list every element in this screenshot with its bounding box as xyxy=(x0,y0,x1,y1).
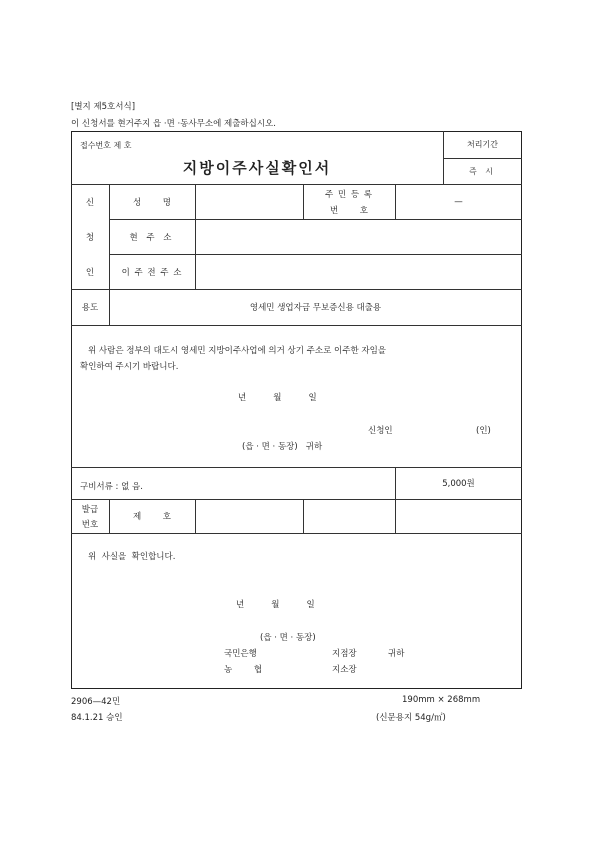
request-addressee: (읍 · 면 · 동장) 귀하 xyxy=(242,442,323,452)
current-address-field[interactable] xyxy=(196,220,521,253)
request-text-line2: 확인하여 주시기 바랍니다. xyxy=(80,362,179,372)
issue-field-3[interactable] xyxy=(396,500,521,532)
paper-size: 190mm × 268mm xyxy=(402,695,481,705)
form-number: [별지 제5호서식] xyxy=(71,102,136,112)
rrn-label xyxy=(303,184,395,219)
form-code: 2906—42민 xyxy=(71,697,121,707)
applicant-side-label: 신 xyxy=(85,197,95,208)
request-date: 년 월 일 xyxy=(238,393,317,403)
fee-amount: 5,000원 xyxy=(442,479,475,489)
submission-instruction: 이 신청서를 현거주지 읍 ·면 ·동사무소에 제출하십시오. xyxy=(71,119,276,129)
rrn-label-line2: 번 호 xyxy=(329,206,369,216)
processing-period-label: 처리기간 xyxy=(467,140,498,149)
issue-number-label-line1: 발급 xyxy=(81,505,99,515)
current-address-label: 현 주 소 xyxy=(129,232,175,243)
name-field[interactable] xyxy=(196,185,302,218)
issue-number-label-line2: 번호 xyxy=(81,520,99,530)
required-documents: 구비서류 : 없 음. xyxy=(80,482,143,492)
approval-date: 84.1.21 승인 xyxy=(71,713,123,723)
confirmation-text: 위 사실을 확인합니다. xyxy=(88,552,176,562)
rule xyxy=(71,325,522,326)
bank2-title: 지소장 xyxy=(332,665,357,675)
bank2-name: 농 협 xyxy=(224,665,263,675)
receipt-number-label: 접수번호 제 호 xyxy=(80,141,132,150)
purpose-value: 영세민 생업자금 무보증신용 대출용 xyxy=(249,303,382,313)
rule xyxy=(71,533,522,534)
issue-field-2[interactable] xyxy=(304,500,394,532)
paper-type: (신문용지 54g/㎡) xyxy=(376,713,446,723)
previous-address-field[interactable] xyxy=(196,255,521,288)
bank1-title: 지점장 xyxy=(332,649,357,659)
request-text-line1: 위 사람은 정부의 대도시 영세민 지방이주사업에 의거 상기 주소로 이주한 자임을 xyxy=(88,346,386,356)
seal-mark: (인) xyxy=(476,426,491,436)
bank1-name: 국민은행 xyxy=(224,649,257,659)
applicant-signature-label: 신청인 xyxy=(368,426,393,436)
processing-period-value: 즉 시 xyxy=(469,166,496,176)
rrn-label-line1: 주 민 등 록 xyxy=(325,190,373,200)
previous-address-label: 이 주 전 주 소 xyxy=(121,267,183,278)
issue-number-value: 제 호 xyxy=(132,512,172,522)
confirmation-date: 년 월 일 xyxy=(236,600,315,610)
purpose-label: 용도 xyxy=(81,303,99,313)
applicant-side-label: 인 xyxy=(85,267,95,278)
confirmation-office: (읍 · 면 · 동장) xyxy=(260,633,316,643)
confirmation-addressee: 귀하 xyxy=(388,649,405,659)
name-label: 성 명 xyxy=(132,197,172,208)
issue-field-1[interactable] xyxy=(196,500,302,532)
form-title: 지방이주사실확인서 xyxy=(182,158,332,177)
rrn-field[interactable]: — xyxy=(454,196,463,207)
applicant-side-label: 청 xyxy=(85,232,95,243)
